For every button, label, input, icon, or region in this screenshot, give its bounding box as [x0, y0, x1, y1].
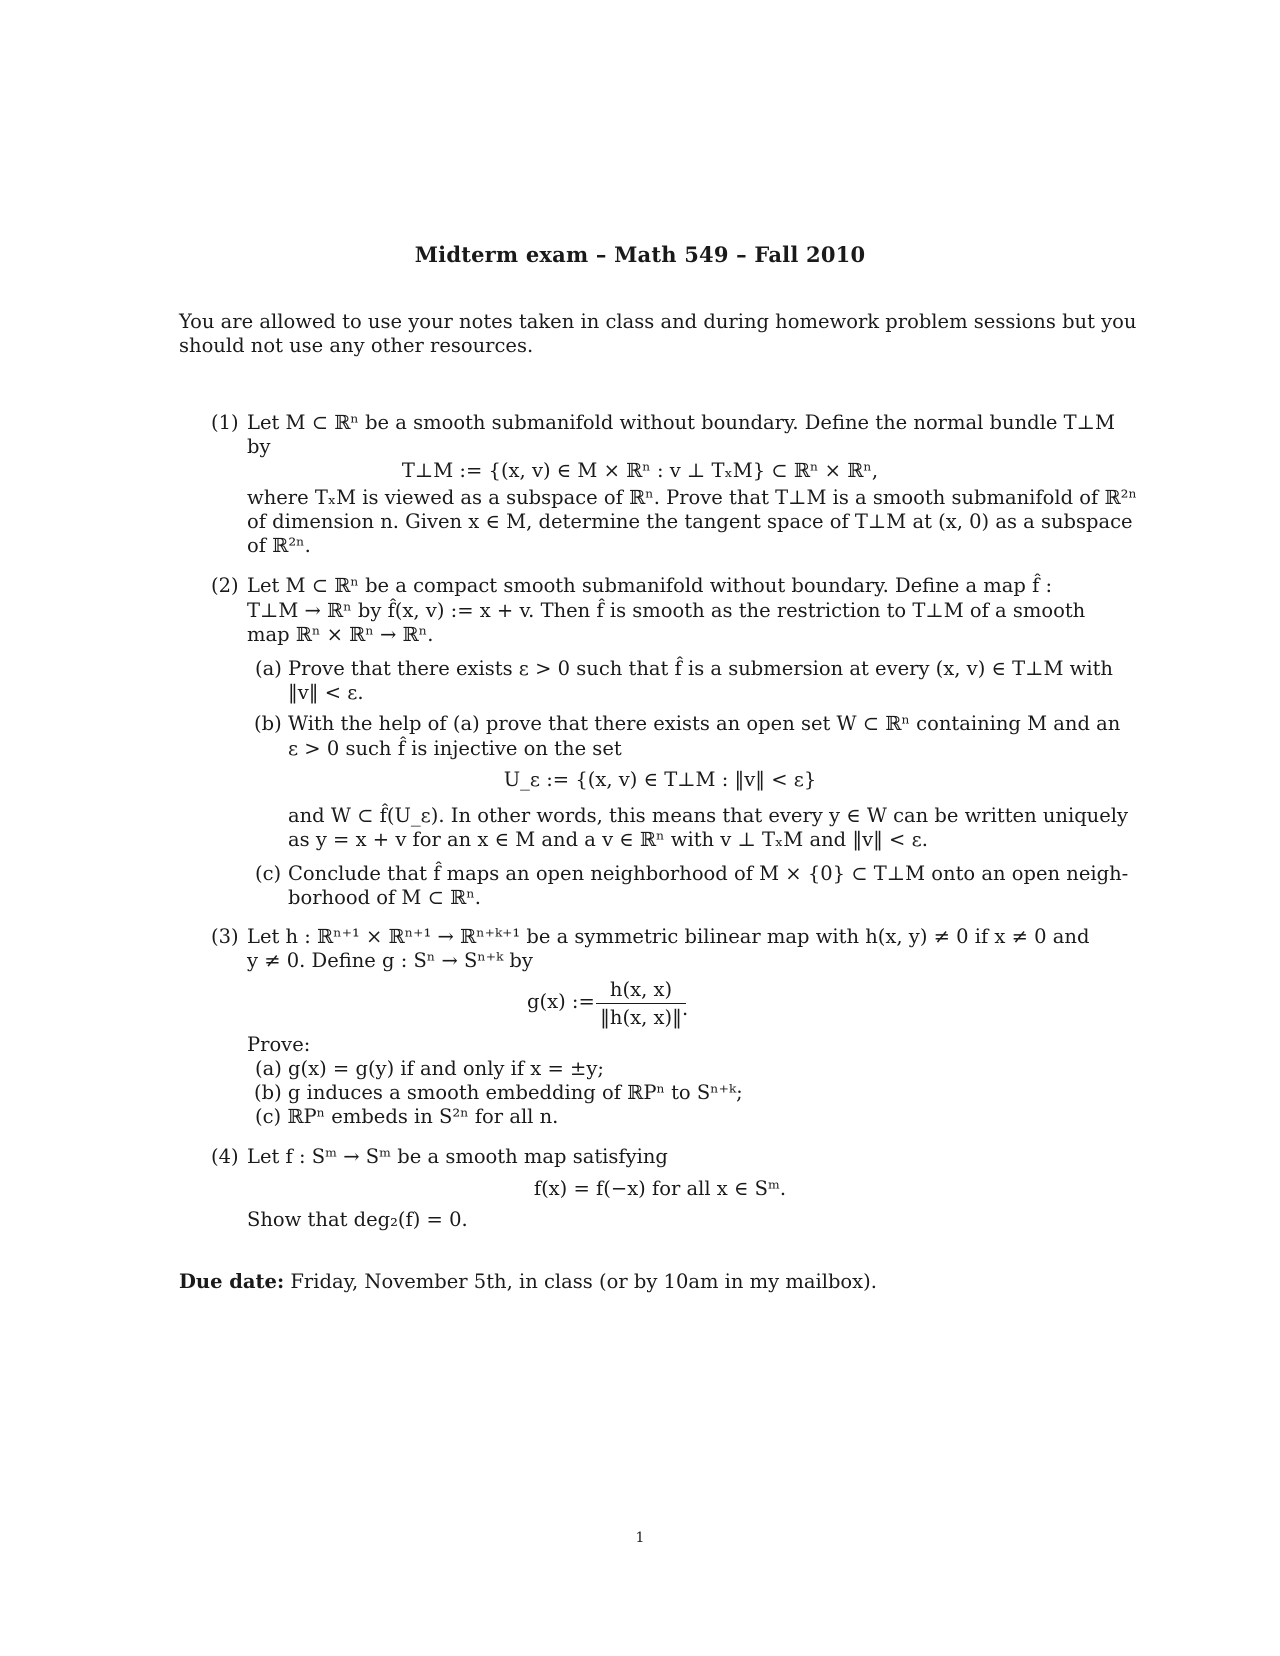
problem-2c-label: (c) [255, 862, 282, 885]
page-title: Midterm exam – Math 549 – Fall 2010 [414, 242, 866, 267]
problem-2b-display: U_ε := {(x, v) ∈ T⊥M : ‖v‖ < ε} [503, 768, 817, 791]
problem-3-item-c: (c) ℝPⁿ embeds in S²ⁿ for all n. [255, 1105, 559, 1128]
due-date-text: Friday, November 5th, in class (or by 10am in my mailbox). [284, 1270, 877, 1293]
problem-1-label: (1) [211, 411, 239, 434]
page-number: 1 [635, 1530, 645, 1546]
problem-3-item-a: (a) g(x) = g(y) if and only if x = ±y; [255, 1057, 604, 1080]
problem-2-line-3: map ℝⁿ × ℝⁿ → ℝⁿ. [247, 623, 434, 646]
problem-3-display-lhs: g(x) := [527, 990, 595, 1013]
problem-1-line-2: by [247, 435, 271, 458]
problem-4-display: f(x) = f(−x) for all x ∈ Sᵐ. [533, 1177, 787, 1200]
fraction-denominator: ‖h(x, x)‖ [600, 1006, 682, 1029]
problem-3-display-end: . [682, 997, 689, 1020]
problem-1-display: T⊥M := {(x, v) ∈ M × ℝⁿ : v ⊥ TₓM} ⊂ ℝⁿ × ℝⁿ, [401, 459, 879, 482]
problem-4-after: Show that deg₂(f) = 0. [247, 1208, 468, 1231]
intro-line-1: You are allowed to use your notes taken in class and during homework problem sessions but you [179, 310, 1137, 333]
problem-2b-label: (b) [254, 712, 282, 735]
problem-2a-line-1: Prove that there exists ε > 0 such that f̂ is a submersion at every (x, v) ∈ T⊥M with [288, 657, 1113, 680]
problem-2b-line-1: With the help of (a) prove that there exists an open set W ⊂ ℝⁿ containing M and an [288, 712, 1121, 735]
problem-2b-after-2: as y = x + v for an x ∈ M and a v ∈ ℝⁿ with v ⊥ TₓM and ‖v‖ < ε. [288, 828, 928, 851]
problem-3-label: (3) [211, 925, 239, 948]
problem-2c-line-1: Conclude that f̂ maps an open neighborhood of M × {0} ⊂ T⊥M onto an open neigh- [288, 862, 1129, 885]
problem-1-after-3: of ℝ²ⁿ. [247, 534, 311, 557]
fraction-bar [596, 1003, 686, 1004]
problem-1-line-1: Let M ⊂ ℝⁿ be a smooth submanifold without boundary. Define the normal bundle T⊥M [247, 411, 1115, 434]
problem-1-after-2: of dimension n. Given x ∈ M, determine the tangent space of T⊥M at (x, 0) as a subspace [247, 510, 1133, 533]
problem-3-line-2: y ≠ 0. Define g : Sⁿ → Sⁿ⁺ᵏ by [247, 949, 533, 972]
problem-2b-after-1: and W ⊂ f̂(U_ε). In other words, this means that every y ∈ W can be written uniquely [288, 804, 1129, 827]
fraction-numerator: h(x, x) [609, 978, 673, 1001]
problem-4-line: Let f : Sᵐ → Sᵐ be a smooth map satisfying [247, 1145, 668, 1168]
problem-3-line-1: Let h : ℝⁿ⁺¹ × ℝⁿ⁺¹ → ℝⁿ⁺ᵏ⁺¹ be a symmetric bilinear map with h(x, y) ≠ 0 if x ≠ 0 and [247, 925, 1090, 948]
problem-2a-label: (a) [255, 657, 282, 680]
problem-2a-line-2: ‖v‖ < ε. [288, 681, 364, 704]
due-date [179, 1269, 877, 1294]
problem-2-line-1: Let M ⊂ ℝⁿ be a compact smooth submanifold without boundary. Define a map f̂ : [247, 574, 1053, 597]
problem-2-line-2: T⊥M → ℝⁿ by f̂(x, v) := x + v. Then f̂ is smooth as the restriction to T⊥M of a smooth [247, 599, 1086, 622]
problem-4-label: (4) [211, 1145, 239, 1168]
problem-2-label: (2) [211, 574, 239, 597]
problem-2c-line-2: borhood of M ⊂ ℝⁿ. [288, 886, 481, 909]
problem-3-prove: Prove: [247, 1033, 311, 1056]
intro-line-2: should not use any other resources. [179, 334, 534, 357]
problem-3-fraction [596, 977, 689, 1030]
problem-3-item-b: (b) g induces a smooth embedding of ℝPⁿ to Sⁿ⁺ᵏ; [254, 1081, 743, 1104]
problem-2b-line-2: ε > 0 such f̂ is injective on the set [288, 737, 622, 760]
due-date-label: Due date: [179, 1270, 285, 1293]
problem-1-after-1: where TₓM is viewed as a subspace of ℝⁿ. Prove that T⊥M is a smooth submanifold of ℝ²ⁿ [247, 486, 1137, 509]
